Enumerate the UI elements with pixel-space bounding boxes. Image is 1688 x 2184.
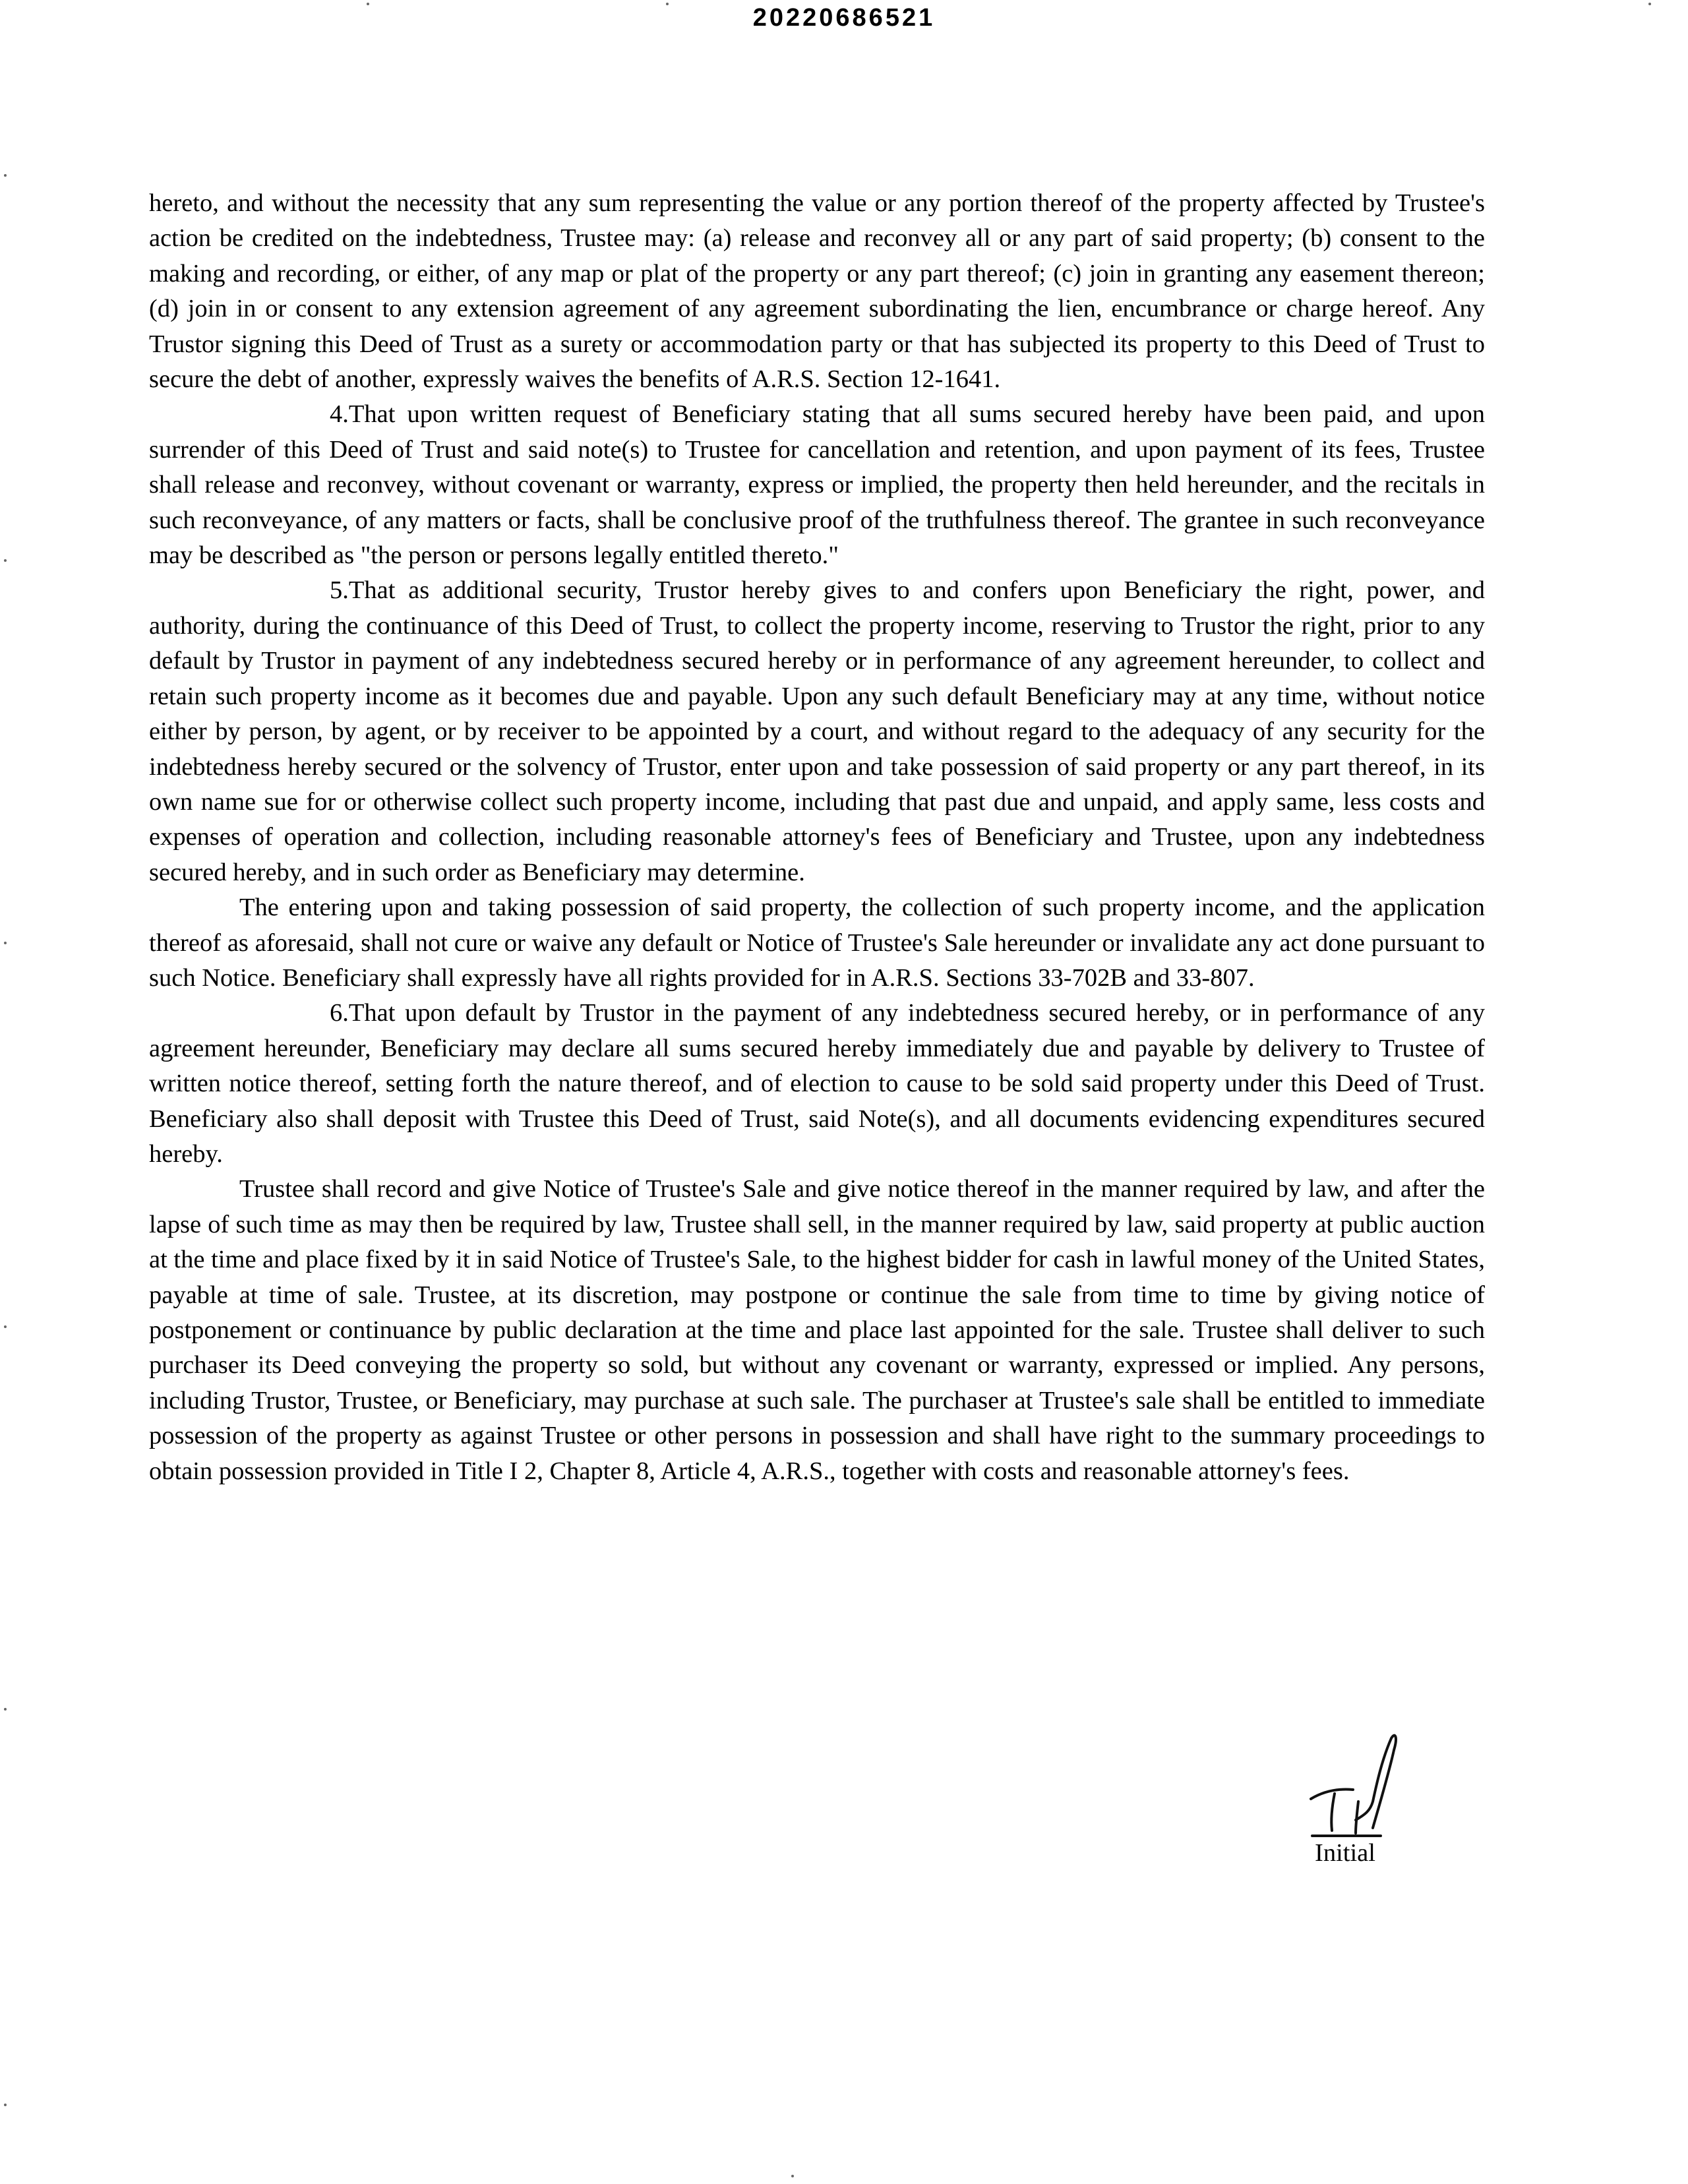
paragraph-5-text: That as additional security, Trustor hereby gives to and confers upon Beneficiary the right, power, and authority, during the continuance of this Deed of Trust, to collect the property income, reserving to Trustor the right, prior to any default by Trustor in payment of any indebtedness secured hereby or in performance of any agreement hereunder, to collect and retain such property income as it becomes due and payable. Upon any such default Beneficiary may at any time, without notice either by person, by agent, or by receiver to be appointed by a court, and without regard to the adequacy of any security for the indebtedness hereby secured or the solvency of Trustor, enter upon and take possession of said property or any part thereof, in its own name sue for or otherwise collect such property income, including that past due and unpaid, and apply same, less costs and expenses of operation and collection, including reasonable attorney's fees of Beneficiary and Trustee, upon any indebtedness secured hereby, and in such order as Beneficiary may determine. bbox=[149, 576, 1485, 886]
scan-speck bbox=[4, 1708, 7, 1711]
scan-speck bbox=[4, 942, 7, 944]
paragraph-5-continued: The entering upon and taking possession of said property, the collection of such property income, and the application thereof as aforesaid, shall not cure or waive any default or Notice of Trustee's Sale hereunder or invalidate any act done pursuant to such Notice. Beneficiary shall expressly have all rights provided for in A.R.S. Sections 33-702B and 33-807. bbox=[149, 894, 1485, 992]
scan-speck bbox=[1648, 3, 1651, 5]
paragraph-6-continued: Trustee shall record and give Notice of Trustee's Sale and give notice thereof in the manner required by law, and after the lapse of such time as may then be required by law, Trustee shall sell, in the manner required by law, said property at public auction at the time and place fixed by it in said Notice of Trustee's Sale, to the highest bidder for cash in lawful money of the United States, payable at time of sale. Trustee, at its discretion, may postpone or continue the sale from time to time by giving notice of postponement or continuance by public declaration at the time and place last appointed for the sale. Trustee shall deliver to such purchaser its Deed conveying the property so sold, but without any covenant or warranty, expressed or implied. Any persons, including Trustor, Trustee, or Beneficiary, may purchase at such sale. The purchaser at Trustee's sale shall be entitled to immediate possession of the property as against Trustee or other persons in possession and shall have right to the summary proceedings to obtain possession provided in Title I 2, Chapter 8, Article 4, A.R.S., together with costs and reasonable attorney's fees. bbox=[149, 1175, 1485, 1485]
paragraph-5-number: 5. bbox=[330, 576, 349, 605]
scan-speck bbox=[666, 3, 669, 5]
paragraph-6-number: 6. bbox=[330, 999, 349, 1027]
initial-label: Initial bbox=[1315, 1839, 1375, 1867]
scan-speck bbox=[4, 2104, 7, 2106]
initial-signature-mark bbox=[1292, 1728, 1411, 1840]
deed-body-text bbox=[149, 186, 1485, 1489]
paragraph-continuation: hereto, and without the necessity that any sum representing the value or any portion thereof of the property affected by Trustee's action be credited on the indebtedness, Trustee may: (a) release and reconvey all or any part of said property; (b) consent to the making and recording, or either, of any map or plat of the property or any part thereof; (c) join in granting any easement thereon; (d) join in or consent to any extension agreement of any agreement subordinating the lien, encumbrance or charge hereof. Any Trustor signing this Deed of Trust as a surety or accommodation party or that has subjected its property to this Deed of Trust to secure the debt of another, expressly waives the benefits of A.R.S. Section 12-1641. bbox=[149, 189, 1485, 394]
initial-block bbox=[1292, 1728, 1411, 1867]
scan-speck bbox=[4, 559, 7, 562]
scan-speck bbox=[367, 3, 369, 5]
paragraph-6-text: That upon default by Trustor in the payment of any indebtedness secured hereby, or in performance of any agreement hereunder, Beneficiary may declare all sums secured hereby immediately due and payable by delivery to Trustee of written notice thereof, setting forth the nature thereof, and of election to cause to be sold said property under this Deed of Trust. Beneficiary also shall deposit with Trustee this Deed of Trust, said Note(s), and all documents evidencing expenditures secured hereby. bbox=[149, 999, 1485, 1168]
scan-speck bbox=[4, 174, 7, 177]
paragraph-5 bbox=[149, 573, 1485, 890]
paragraph-6 bbox=[149, 996, 1485, 1172]
paragraph-4 bbox=[149, 397, 1485, 573]
scan-speck bbox=[791, 2175, 794, 2177]
paragraph-4-text: That upon written request of Beneficiary stating that all sums secured hereby have been paid, and upon surrender of this Deed of Trust and said note(s) to Trustee for cancellation and retention, and upon payment of its fees, Trustee shall release and reconvey, without covenant or warranty, express or implied, the property then held hereunder, and the recitals in such reconveyance, of any matters or facts, shall be conclusive proof of the truthfulness thereof. The grantee in such reconveyance may be described as "the person or persons legally entitled thereto." bbox=[149, 400, 1485, 570]
recording-number: 20220686521 bbox=[752, 4, 936, 32]
scan-speck bbox=[4, 1325, 7, 1328]
paragraph-4-number: 4. bbox=[330, 400, 349, 429]
